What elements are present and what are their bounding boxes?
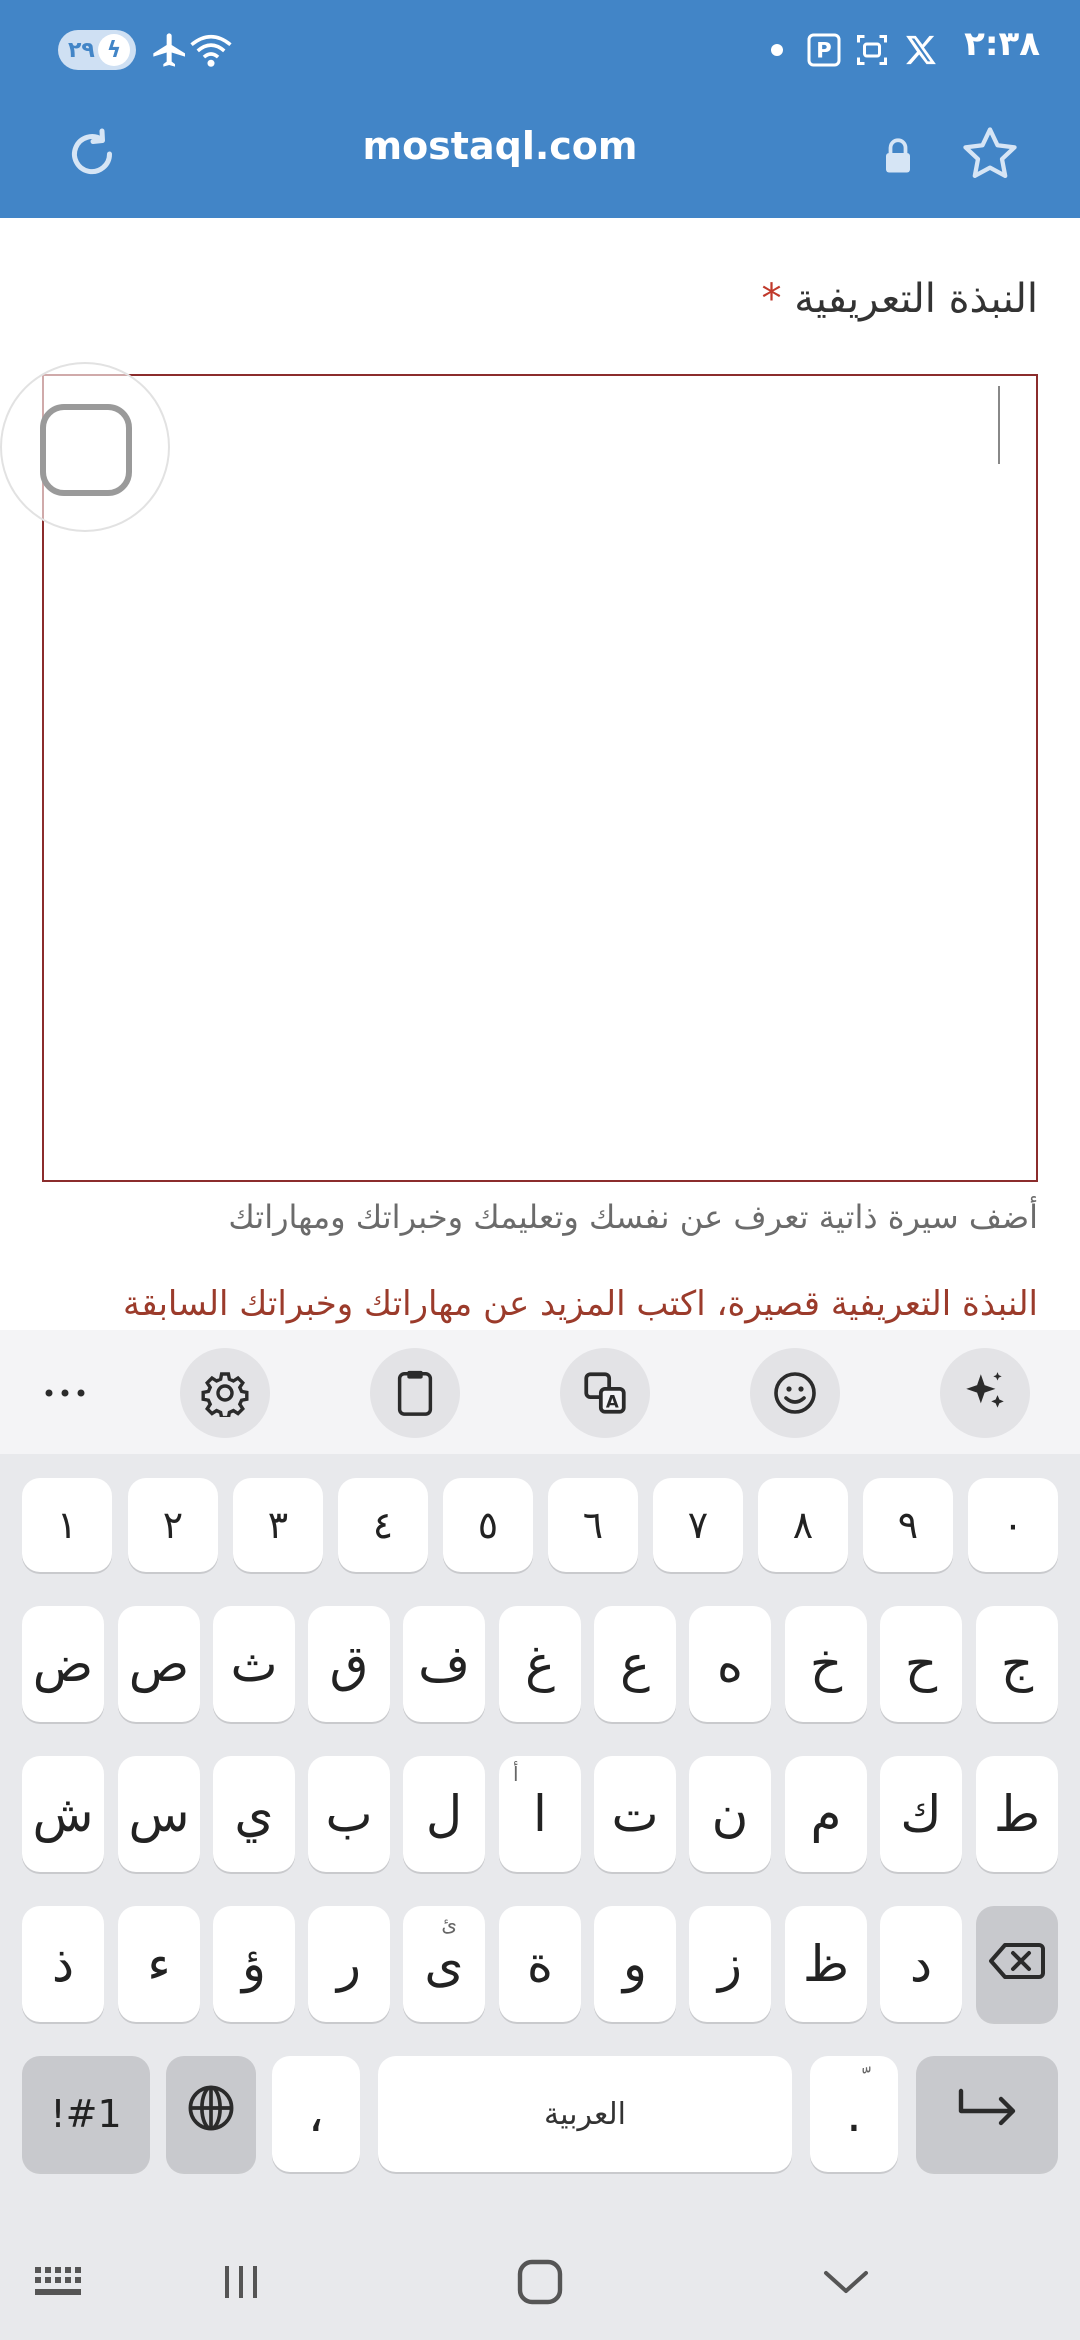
parking-app-icon [802, 26, 846, 74]
key-4[interactable]: ٤ [338, 1478, 428, 1572]
key-2[interactable]: ٢ [128, 1478, 218, 1572]
ai-sparkle-icon[interactable] [940, 1348, 1030, 1438]
key-qaf[interactable]: ق [308, 1606, 390, 1722]
key-shin[interactable]: ش [22, 1756, 104, 1872]
rounded-square-icon [40, 404, 132, 496]
backspace-key[interactable] [976, 1906, 1058, 2022]
key-6[interactable]: ٦ [548, 1478, 638, 1572]
key-dad[interactable]: ض [22, 1606, 104, 1722]
translate-icon[interactable] [560, 1348, 650, 1438]
key-5[interactable]: ٥ [443, 1478, 533, 1572]
page-content [0, 218, 1080, 1330]
symbols-key[interactable]: !#1 [22, 2056, 150, 2172]
period-key-label: . [846, 2085, 862, 2143]
key-waw-hamza[interactable]: ؤ [213, 1906, 295, 2022]
key-jim[interactable]: ج [976, 1606, 1058, 1722]
back-chevron-icon[interactable] [818, 2252, 874, 2312]
comma-key[interactable]: ، [272, 2056, 360, 2172]
bio-error-message: النبذة التعريفية قصيرة، اكتب المزيد عن مهاراتك وخبراتك السابقة [123, 1284, 1038, 1324]
lock-icon[interactable] [880, 136, 916, 176]
keyboard-hide-icon[interactable] [30, 2252, 90, 2312]
key-sad[interactable]: ص [118, 1606, 200, 1722]
emoji-icon[interactable] [750, 1348, 840, 1438]
key-1[interactable]: ١ [22, 1478, 112, 1572]
key-ta[interactable]: ت [594, 1756, 676, 1872]
key-alef-maqsura[interactable] [403, 1906, 485, 2022]
key-fa[interactable]: ف [403, 1606, 485, 1722]
key-waw[interactable]: و [594, 1906, 676, 2022]
globe-icon [185, 2082, 237, 2146]
key-alef-maqsura-secondary: ئ [441, 1912, 457, 1936]
x-app-icon [900, 26, 942, 74]
screenshot-icon [850, 26, 894, 74]
key-hha[interactable]: ح [880, 1606, 962, 1722]
key-9[interactable]: ٩ [863, 1478, 953, 1572]
key-ba[interactable]: ب [308, 1756, 390, 1872]
key-hamza[interactable]: ء [118, 1906, 200, 2022]
key-alef-label: ا [533, 1785, 547, 1843]
key-lam[interactable]: ل [403, 1756, 485, 1872]
browser-top-bar [0, 0, 1080, 218]
text-cursor [998, 386, 1000, 464]
key-dal[interactable]: د [880, 1906, 962, 2022]
enter-key[interactable] [916, 2056, 1058, 2172]
keyboard-toolbar [0, 1330, 1080, 1454]
key-7[interactable]: ٧ [653, 1478, 743, 1572]
status-bar [0, 0, 1080, 100]
clock: ٢:٣٨ [964, 24, 1040, 64]
key-ha[interactable]: ه [689, 1606, 771, 1722]
key-kaf[interactable]: ك [880, 1756, 962, 1872]
key-kha[interactable]: خ [785, 1606, 867, 1722]
bio-textarea[interactable] [42, 374, 1038, 1182]
bookmark-star-icon[interactable] [958, 122, 1022, 186]
key-zah[interactable]: ظ [785, 1906, 867, 2022]
period-key[interactable] [810, 2056, 898, 2172]
key-alef-secondary: أ [513, 1762, 519, 1786]
key-ya[interactable]: ي [213, 1756, 295, 1872]
recent-apps-icon[interactable] [214, 2252, 268, 2312]
wifi-icon [186, 26, 236, 74]
battery-indicator [58, 30, 136, 70]
url-bar [0, 100, 1080, 218]
clipboard-icon[interactable] [370, 1348, 460, 1438]
key-ra[interactable]: ر [308, 1906, 390, 2022]
svg-text:P: P [816, 38, 832, 63]
key-ghain[interactable]: غ [499, 1606, 581, 1722]
more-icon[interactable] [20, 1348, 110, 1438]
language-key[interactable] [166, 2056, 256, 2172]
backspace-icon [987, 1935, 1047, 1993]
key-alef-maqsura-label: ى [424, 1935, 464, 1993]
key-0[interactable]: ٠ [968, 1478, 1058, 1572]
navigation-bar [0, 2230, 1080, 2340]
charging-icon: ϟ [98, 34, 130, 66]
bio-label [756, 276, 1038, 322]
battery-level: ٢٩ [68, 37, 95, 63]
key-3[interactable]: ٣ [233, 1478, 323, 1572]
key-8[interactable]: ٨ [758, 1478, 848, 1572]
key-alef[interactable] [499, 1756, 581, 1872]
bio-label-text: النبذة التعريفية [794, 276, 1038, 322]
floating-handle[interactable] [0, 362, 170, 532]
keyboard [0, 1330, 1080, 2340]
space-bar[interactable]: العربية [378, 2056, 792, 2172]
key-nun[interactable]: ن [689, 1756, 771, 1872]
notification-dot-icon [766, 26, 788, 74]
bio-hint: أضف سيرة ذاتية تعرف عن نفسك وتعليمك وخبراتك ومهاراتك [228, 1198, 1038, 1236]
enter-icon [955, 2085, 1019, 2143]
key-tah[interactable]: ط [976, 1756, 1058, 1872]
key-ain[interactable]: ع [594, 1606, 676, 1722]
svg-text:A: A [605, 1392, 619, 1412]
key-dhal[interactable]: ذ [22, 1906, 104, 2022]
key-zay[interactable]: ز [689, 1906, 771, 2022]
url-text[interactable]: mostaql.com [362, 124, 638, 168]
key-ta-marbuta[interactable]: ة [499, 1906, 581, 2022]
settings-icon[interactable] [180, 1348, 270, 1438]
key-tha[interactable]: ث [213, 1606, 295, 1722]
home-icon[interactable] [510, 2252, 570, 2312]
required-mark: * [761, 276, 782, 322]
key-sin[interactable]: س [118, 1756, 200, 1872]
key-mim[interactable]: م [785, 1756, 867, 1872]
